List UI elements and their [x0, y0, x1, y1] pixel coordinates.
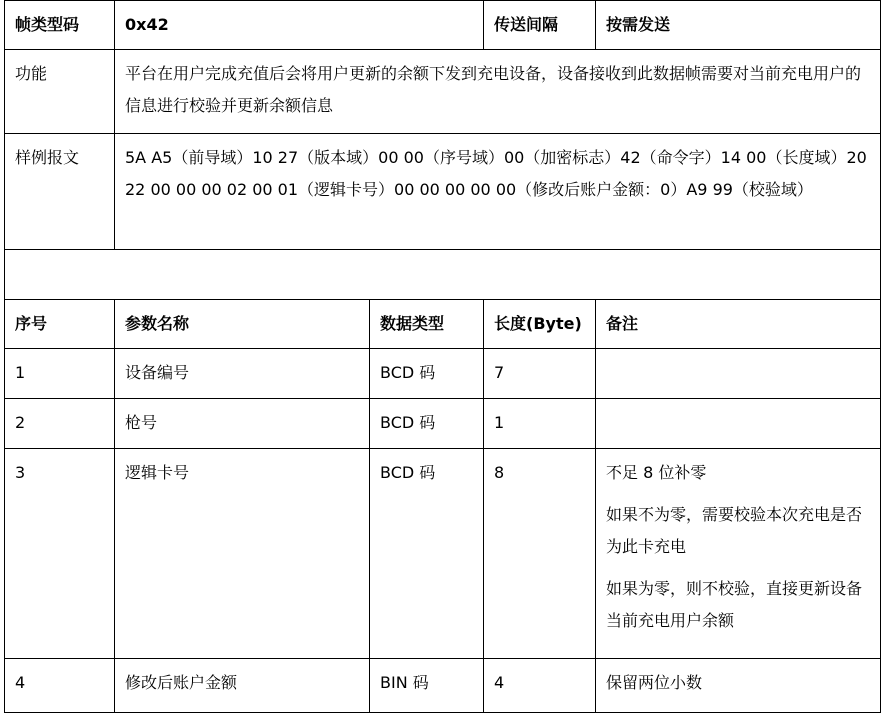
col-length-header: 长度(Byte): [484, 300, 596, 349]
param-length: 8: [484, 449, 596, 659]
param-note: [596, 349, 881, 399]
note-line: 如果不为零，需要校验本次充电是否为此卡充电: [606, 505, 863, 556]
col-name-header: 参数名称: [115, 300, 370, 349]
param-length: 1: [484, 399, 596, 449]
param-seq: 3: [5, 449, 115, 659]
param-type: BCD 码: [370, 399, 484, 449]
col-type-header: 数据类型: [370, 300, 484, 349]
param-row: [5, 659, 881, 713]
frame-type-label: 帧类型码: [5, 1, 115, 50]
interval-value: 按需发送: [596, 1, 881, 50]
param-row: [5, 449, 881, 659]
param-name: 逻辑卡号: [115, 449, 370, 659]
param-name: 枪号: [115, 399, 370, 449]
param-note: [596, 659, 881, 713]
frame-header-row: [5, 1, 881, 50]
param-name: 修改后账户金额: [115, 659, 370, 713]
param-type: BIN 码: [370, 659, 484, 713]
param-length: 4: [484, 659, 596, 713]
function-row: [5, 50, 881, 134]
sample-row: [5, 134, 881, 250]
sample-label: 样例报文: [5, 134, 115, 250]
sample-text: 5A A5（前导域）10 27（版本域）00 00（序号域）00（加密标志）42（命令字）14 00（长度域）20 22 00 00 00 02 00 01（逻辑卡号）00 00 00 00 00（修改后账户金额：0）A9 99（校验域）: [115, 134, 881, 250]
function-label: 功能: [5, 50, 115, 134]
spacer-cell: [5, 250, 881, 300]
param-note: [596, 449, 881, 659]
frame-spec-table: [4, 0, 881, 713]
param-type: BCD 码: [370, 449, 484, 659]
note-line: 不足 8 位补零: [606, 463, 707, 482]
col-seq-header: 序号: [5, 300, 115, 349]
param-note: [596, 399, 881, 449]
function-text: 平台在用户完成充值后会将用户更新的余额下发到充电设备，设备接收到此数据帧需要对当前充电用户的信息进行校验并更新余额信息: [115, 50, 881, 134]
note-line: 如果为零，则不校验，直接更新设备当前充电用户余额: [606, 579, 863, 630]
col-note-header: 备注: [596, 300, 881, 349]
param-seq: 1: [5, 349, 115, 399]
param-header-row: [5, 300, 881, 349]
frame-type-value: 0x42: [115, 1, 484, 50]
param-row: [5, 399, 881, 449]
param-type: BCD 码: [370, 349, 484, 399]
param-seq: 4: [5, 659, 115, 713]
param-seq: 2: [5, 399, 115, 449]
spacer-row: [5, 250, 881, 300]
note-line: 保留两位小数: [606, 673, 703, 692]
param-row: [5, 349, 881, 399]
interval-label: 传送间隔: [484, 1, 596, 50]
param-length: 7: [484, 349, 596, 399]
param-name: 设备编号: [115, 349, 370, 399]
